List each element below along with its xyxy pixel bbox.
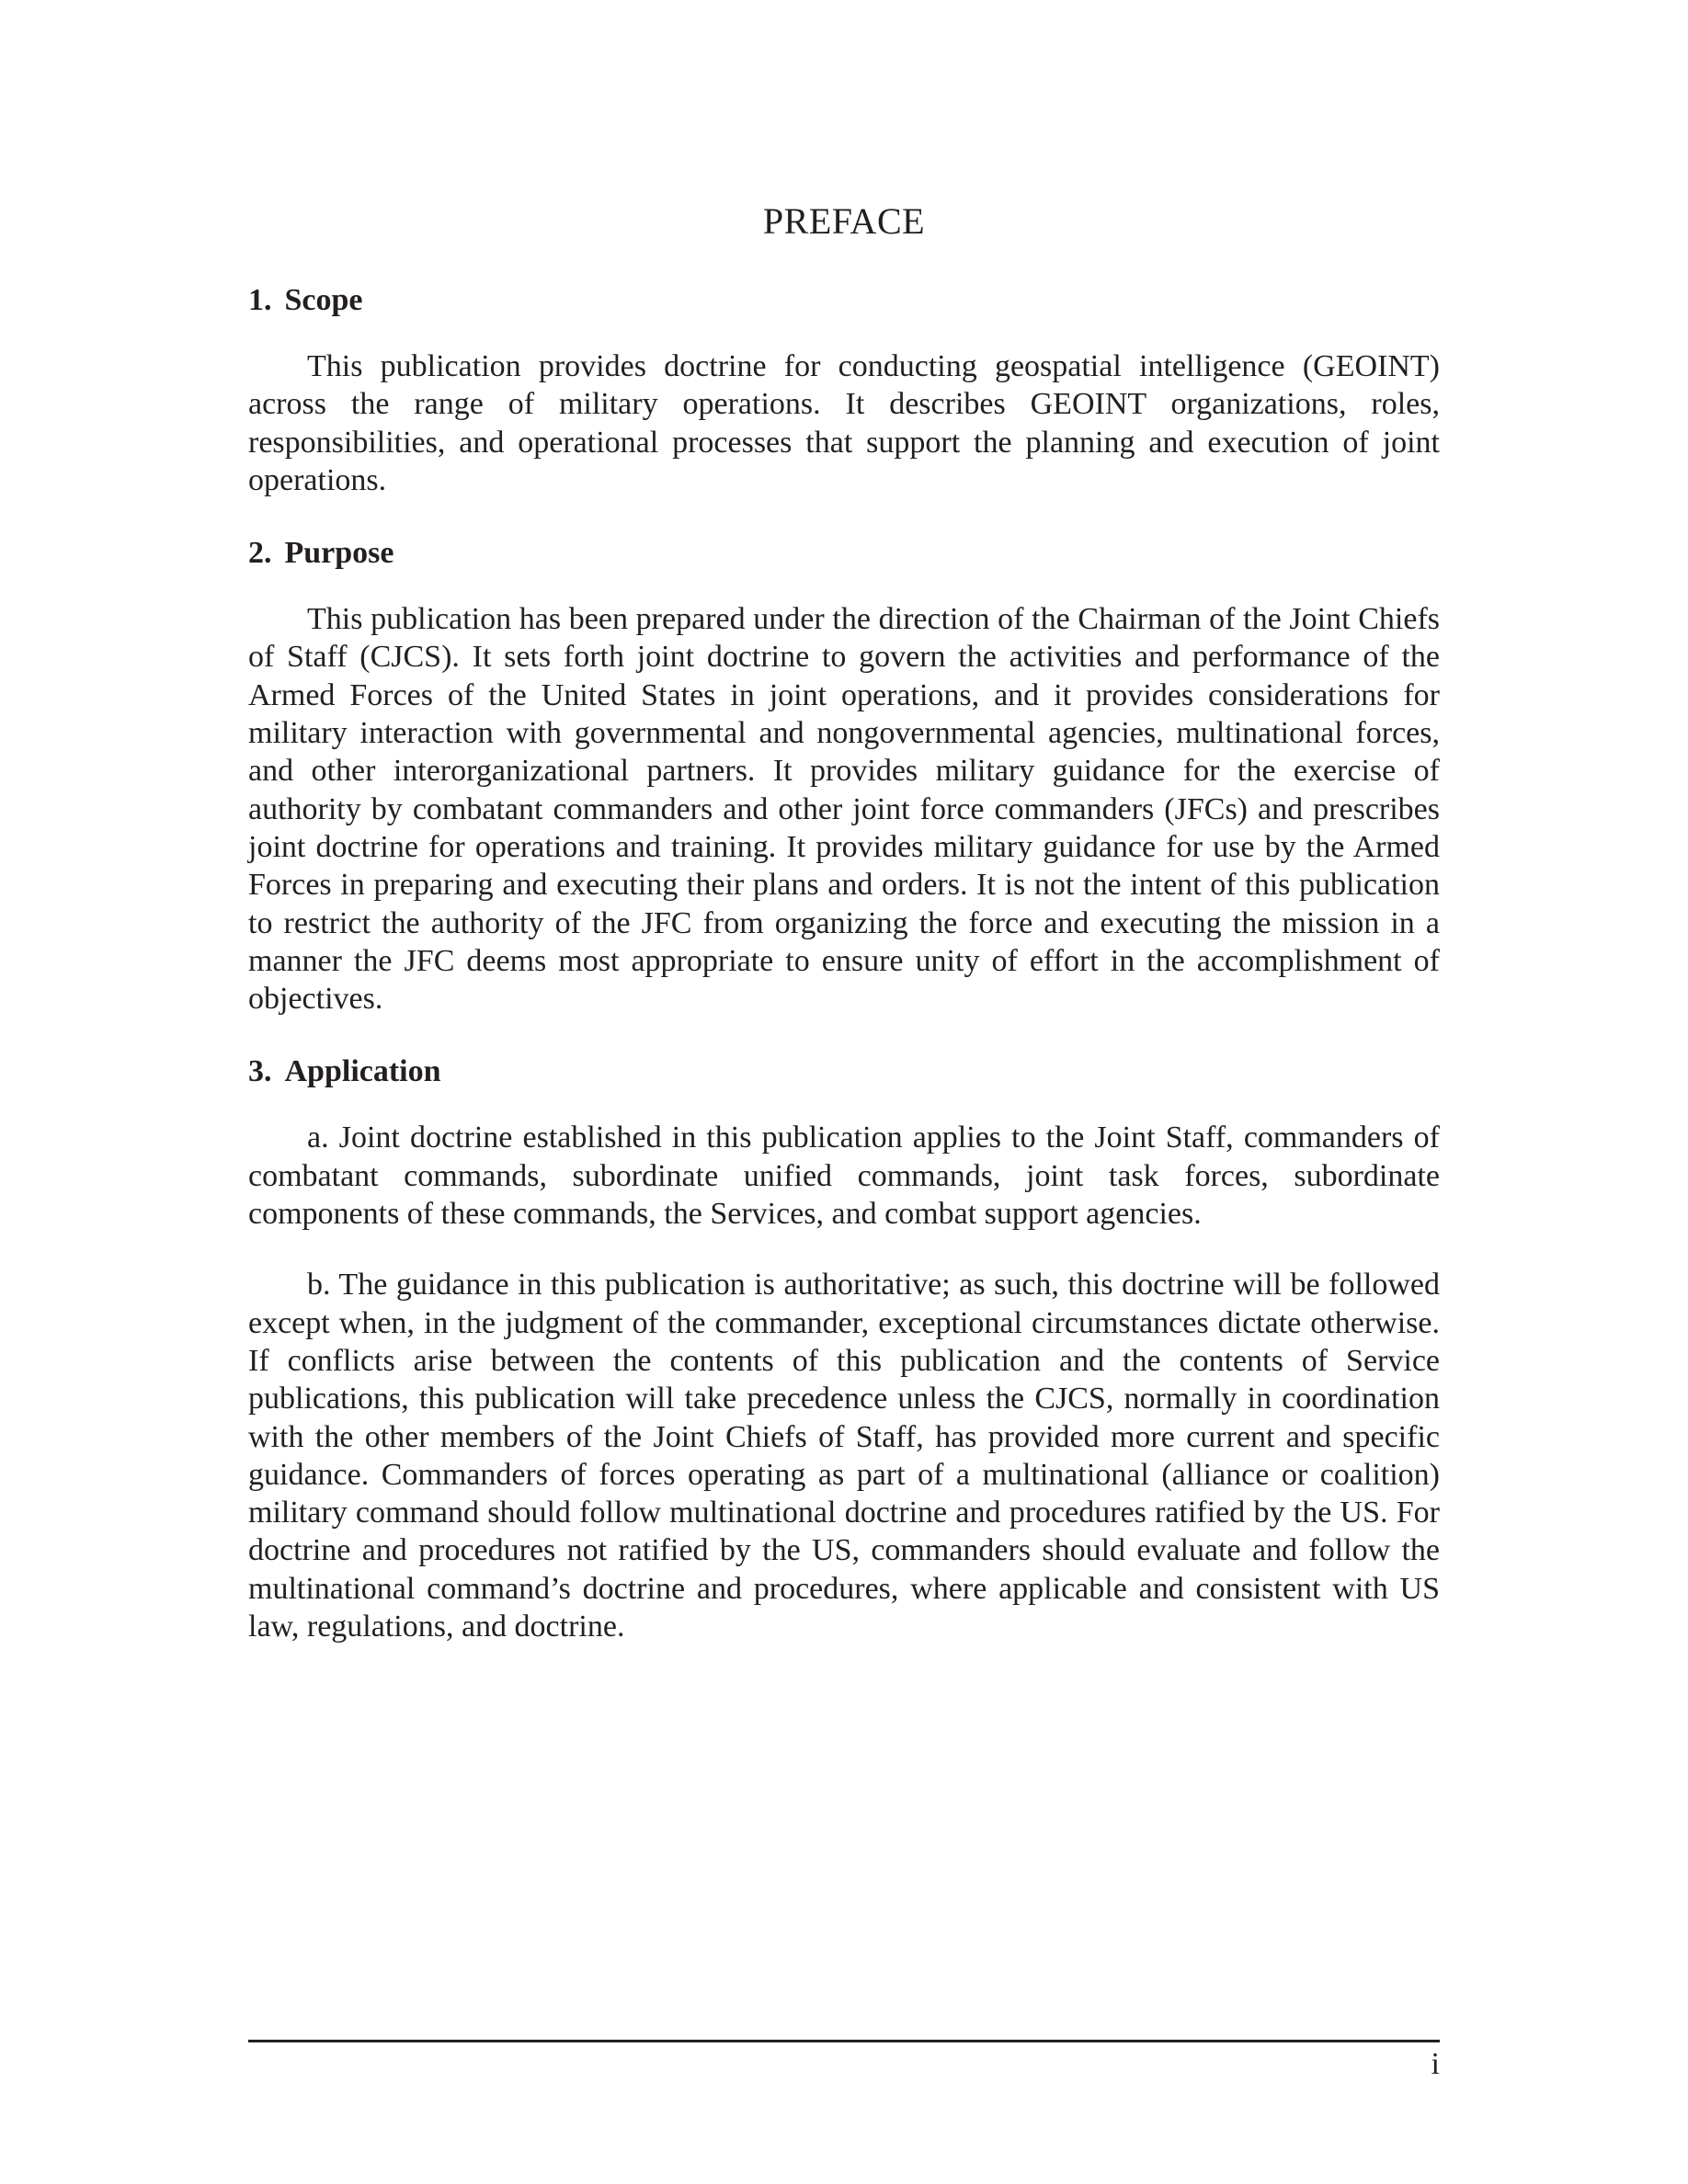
section-title: Purpose [284,536,394,571]
purpose-paragraph: This publication has been prepared under the direction of the Chairman of the Joint Chiefs of Staff (CJCS). It sets forth joint doctrine to govern the activities and performance of the Armed Forces of the United States in joint operations, and it provides considerations for military interaction with governmental and nongovernmental agencies, multinational forces, and other interorganizational partners. It provides military guidance for the exercise of authority by combatant commanders and other joint force commanders (JFCs) and prescribes joint doctrine for operations and training. It provides military guidance for use by the Armed Forces in preparing and executing their plans and orders. It is not the intent of this publication to restrict the authority of the JFC from organizing the force and executing the mission in a manner the JFC deems most appropriate to ensure unity of effort in the accomplishment of objectives. [248,602,1440,1017]
scope-paragraph: This publication provides doctrine for conducting geospatial intelligence (GEOINT) across the range of military operations. It describes GEOINT organizations, roles, responsibilities, and operational processes that support the planning and execution of joint operations. [248,349,1440,497]
section-application [248,1052,1440,1645]
section-title: Scope [284,283,363,317]
section-number: 3. [248,1054,272,1089]
section-scope [248,281,1440,499]
page-title: PREFACE [762,200,926,242]
application-paragraph-a: a. Joint doctrine established in this publication applies to the Joint Staff, commanders of combatant commands, subordinate unified commands, joint task forces, subordinate components of these commands, the Services, and combat support agencies. [248,1120,1440,1232]
application-paragraph-b: b. The guidance in this publication is authoritative; as such, this doctrine will be followed except when, in the judgment of the commander, exceptional circumstances dictate otherwise. If conflicts arise between the contents of this publication and the contents of Service publications, this publication will take precedence unless the CJCS, normally in coordination with the other members of the Joint Chiefs of Staff, has provided more current and specific guidance. Commanders of forces operating as part of a multinational (alliance or coalition) military command should follow multinational doctrine and procedures ratified by the US. For doctrine and procedures not ratified by the US, commanders should evaluate and follow the multinational command’s doctrine and procedures, where applicable and consistent with US law, regulations, and doctrine. [248,1268,1440,1644]
section-heading-scope [248,281,1440,320]
section-number: 2. [248,536,272,571]
section-purpose [248,534,1440,1018]
page-number: i [1431,2047,1440,2081]
section-heading-application [248,1052,1440,1091]
section-number: 1. [248,283,272,317]
section-title: Application [284,1054,441,1089]
page-body [248,193,1440,1678]
footer-rule [248,2040,1440,2042]
section-heading-purpose [248,534,1440,573]
